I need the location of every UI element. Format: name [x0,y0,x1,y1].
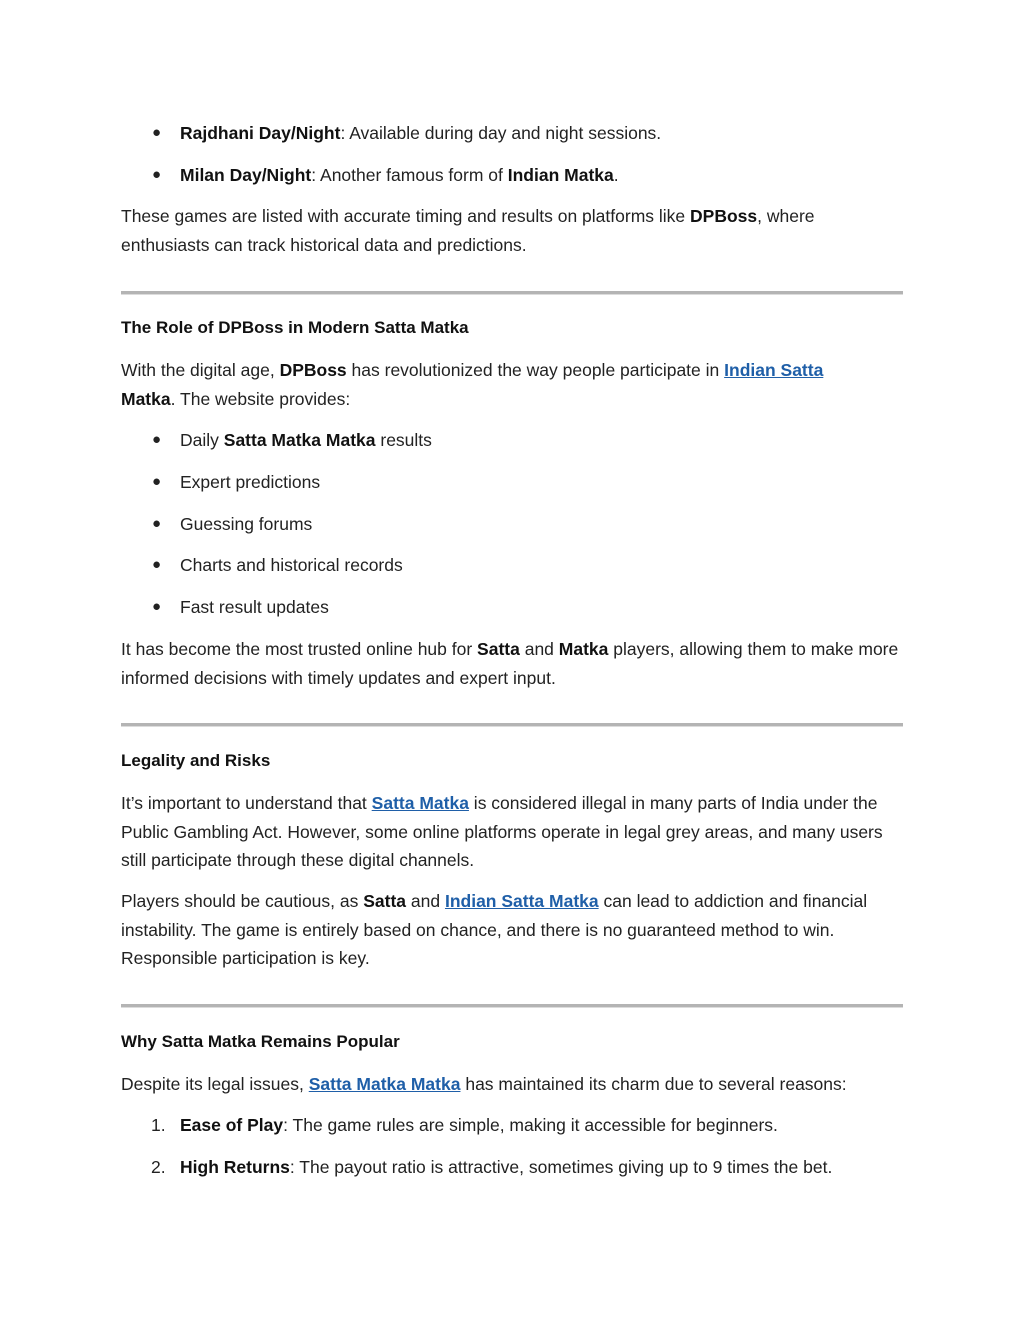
link-satta-matka[interactable]: Satta Matka [371,793,469,813]
bullet-icon: ● [152,556,162,574]
intro-paragraph: These games are listed with accurate timing and results on platforms like DPBoss, where enthusiasts can track historical data and predictions. [121,206,815,255]
popularity-reasons-list [121,1111,903,1182]
list-item: ● Daily Satta Matka Matka results [121,426,903,455]
bullet-icon: ● [152,514,162,532]
list-item: ● Guessing forums [121,510,903,539]
horizontal-rule [121,1004,903,1008]
dpboss-features-list [121,426,903,622]
horizontal-rule [121,291,903,295]
bullet-icon: ● [152,472,162,490]
section2-paragraph-2: Players should be cautious, as Satta and Indian Satta Matka can lead to addiction and financial instability. The game is entirely based on chance, and there is no guaranteed method to win. Responsible participation is key. [121,891,868,968]
section1-closing-paragraph: It has become the most trusted online hub for Satta and Matka players, allowing them to make more informed decisions with timely updates and expert input. [121,639,899,688]
list-item: 2. High Returns: The payout ratio is attractive, sometimes giving up to 9 times the bet. [121,1153,903,1182]
link-indian-satta-matka[interactable]: Indian Satta Matka [444,891,599,911]
bullet-icon: ● [152,598,162,615]
list-item: 1. Ease of Play: The game rules are simple, making it accessible for beginners. [121,1111,903,1140]
section-heading-popularity: Why Satta Matka Remains Popular [121,1032,400,1051]
section2-paragraph-1: It’s important to understand that Satta Matka is considered illegal in many parts of India under the Public Gambling Act. However, some online platforms operate in legal grey areas, and many users still participate through these digital channels. [121,793,883,870]
list-number: 2. [151,1157,166,1177]
section-heading-dpboss-role: The Role of DPBoss in Modern Satta Matka [121,318,469,337]
list-item: ● Expert predictions [121,468,903,497]
bullet-icon: ● [152,431,162,448]
list-item: ● Milan Day/Night: Another famous form of Indian Matka. [121,161,903,190]
section3-paragraph: Despite its legal issues, Satta Matka Matka has maintained its charm due to several reasons: [121,1074,847,1094]
section1-paragraph: With the digital age, DPBoss has revolutionized the way people participate in Indian Satta Matka. The website provides: [121,360,824,409]
list-item: ● Fast result updates [121,593,903,622]
horizontal-rule [121,723,903,727]
bullet-icon: ● [152,166,162,183]
section-heading-legality: Legality and Risks [121,751,271,770]
list-number: 1. [151,1115,166,1135]
link-satta-matka-matka[interactable]: Satta Matka Matka [308,1074,461,1094]
list-item: ● Charts and historical records [121,551,903,580]
list-item: ● Rajdhani Day/Night: Available during day and night sessions. [121,119,903,148]
intro-bullet-list [121,119,903,190]
link-indian-satta[interactable]: Indian Satta [724,360,824,380]
bullet-icon: ● [152,124,162,141]
